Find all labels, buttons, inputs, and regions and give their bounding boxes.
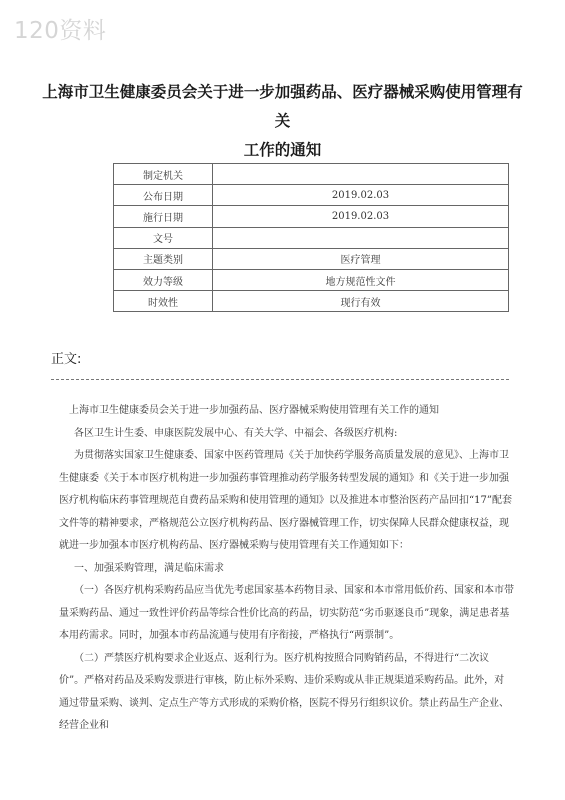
meta-value: 地方规范性文件 — [213, 269, 509, 290]
body-item: （一）各医疗机构采购药品应当优先考虑国家基本药物目录、国家和本市常用低价药、国家和本市带量采购药品、通过一致性评价药品等综合性价比高的药品，切实防范“劣币驱逐良币”现象，满足患者基本用药需求。同时，加强本市药品流通与使用有序衔接，严格执行“两票制”。 — [59, 585, 514, 641]
meta-value: 医疗管理 — [213, 248, 509, 269]
meta-label: 时效性 — [114, 291, 213, 312]
metadata-table — [113, 163, 509, 312]
table-row — [114, 291, 509, 312]
table-row — [114, 164, 509, 185]
watermark: 120资料 — [14, 18, 107, 44]
document-title — [40, 78, 525, 165]
body-intro: 为贯彻落实国家卫生健康委、国家中医药管理局《关于加快药学服务高质量发展的意见》、上海市卫生健康委《关于本市医疗机构进一步加强药事管理推动药学服务转型发展的通知》和《关于进一步加强医疗机构临床药事管理规范自费药品采购和使用管理的通知》以及推进本市整治医药产品回扣“17”配套文件等的精神要求，严格规范公立医疗机构药品、医疗器械管理工作，切实保障人民群众健康权益，现就进一步加强本市医疗机构药品、医疗器械采购与使用管理有关工作通知如下： — [59, 450, 512, 551]
title-line-1: 上海市卫生健康委员会关于进一步加强药品、医疗器械采购使用管理有关 — [42, 83, 523, 130]
body-addressee: 各区卫生计生委、申康医院发展中心、有关大学、中福会、各级医疗机构: — [74, 427, 398, 439]
table-row — [114, 227, 509, 248]
table-row — [114, 269, 509, 290]
meta-label: 施行日期 — [114, 206, 213, 227]
meta-label: 公布日期 — [114, 185, 213, 206]
meta-value: 2019.02.03 — [213, 206, 509, 227]
divider — [51, 379, 509, 380]
section-heading: 一、加强采购管理，满足临床需求 — [74, 562, 224, 574]
meta-label: 制定机关 — [114, 164, 213, 185]
meta-label: 主题类别 — [114, 248, 213, 269]
table-row — [114, 248, 509, 269]
meta-value — [213, 164, 509, 185]
document-body — [59, 400, 514, 738]
table-row — [114, 185, 509, 206]
body-doc-title: 上海市卫生健康委员会关于进一步加强药品、医疗器械采购使用管理有关工作的通知 — [69, 405, 439, 416]
body-item: （二）严禁医疗机构要求企业返点、返利行为。医疗机构按照合同购销药品，不得进行“二次议价”。严格对药品及采购发票进行审核，防止标外采购、违价采购或从非正规渠道采购药品。此外，对通过带量采购、谈判、定点生产等方式形成的采购价格，医院不得另行组织议价。禁止药品生产企业、经营企业和 — [59, 652, 509, 731]
table-row — [114, 206, 509, 227]
meta-value — [213, 227, 509, 248]
body-heading: 正文: — [51, 352, 82, 367]
meta-value: 现行有效 — [213, 291, 509, 312]
title-line-2: 工作的通知 — [243, 141, 322, 159]
meta-label: 效力等级 — [114, 269, 213, 290]
meta-value: 2019.02.03 — [213, 185, 509, 206]
meta-label: 文号 — [114, 227, 213, 248]
